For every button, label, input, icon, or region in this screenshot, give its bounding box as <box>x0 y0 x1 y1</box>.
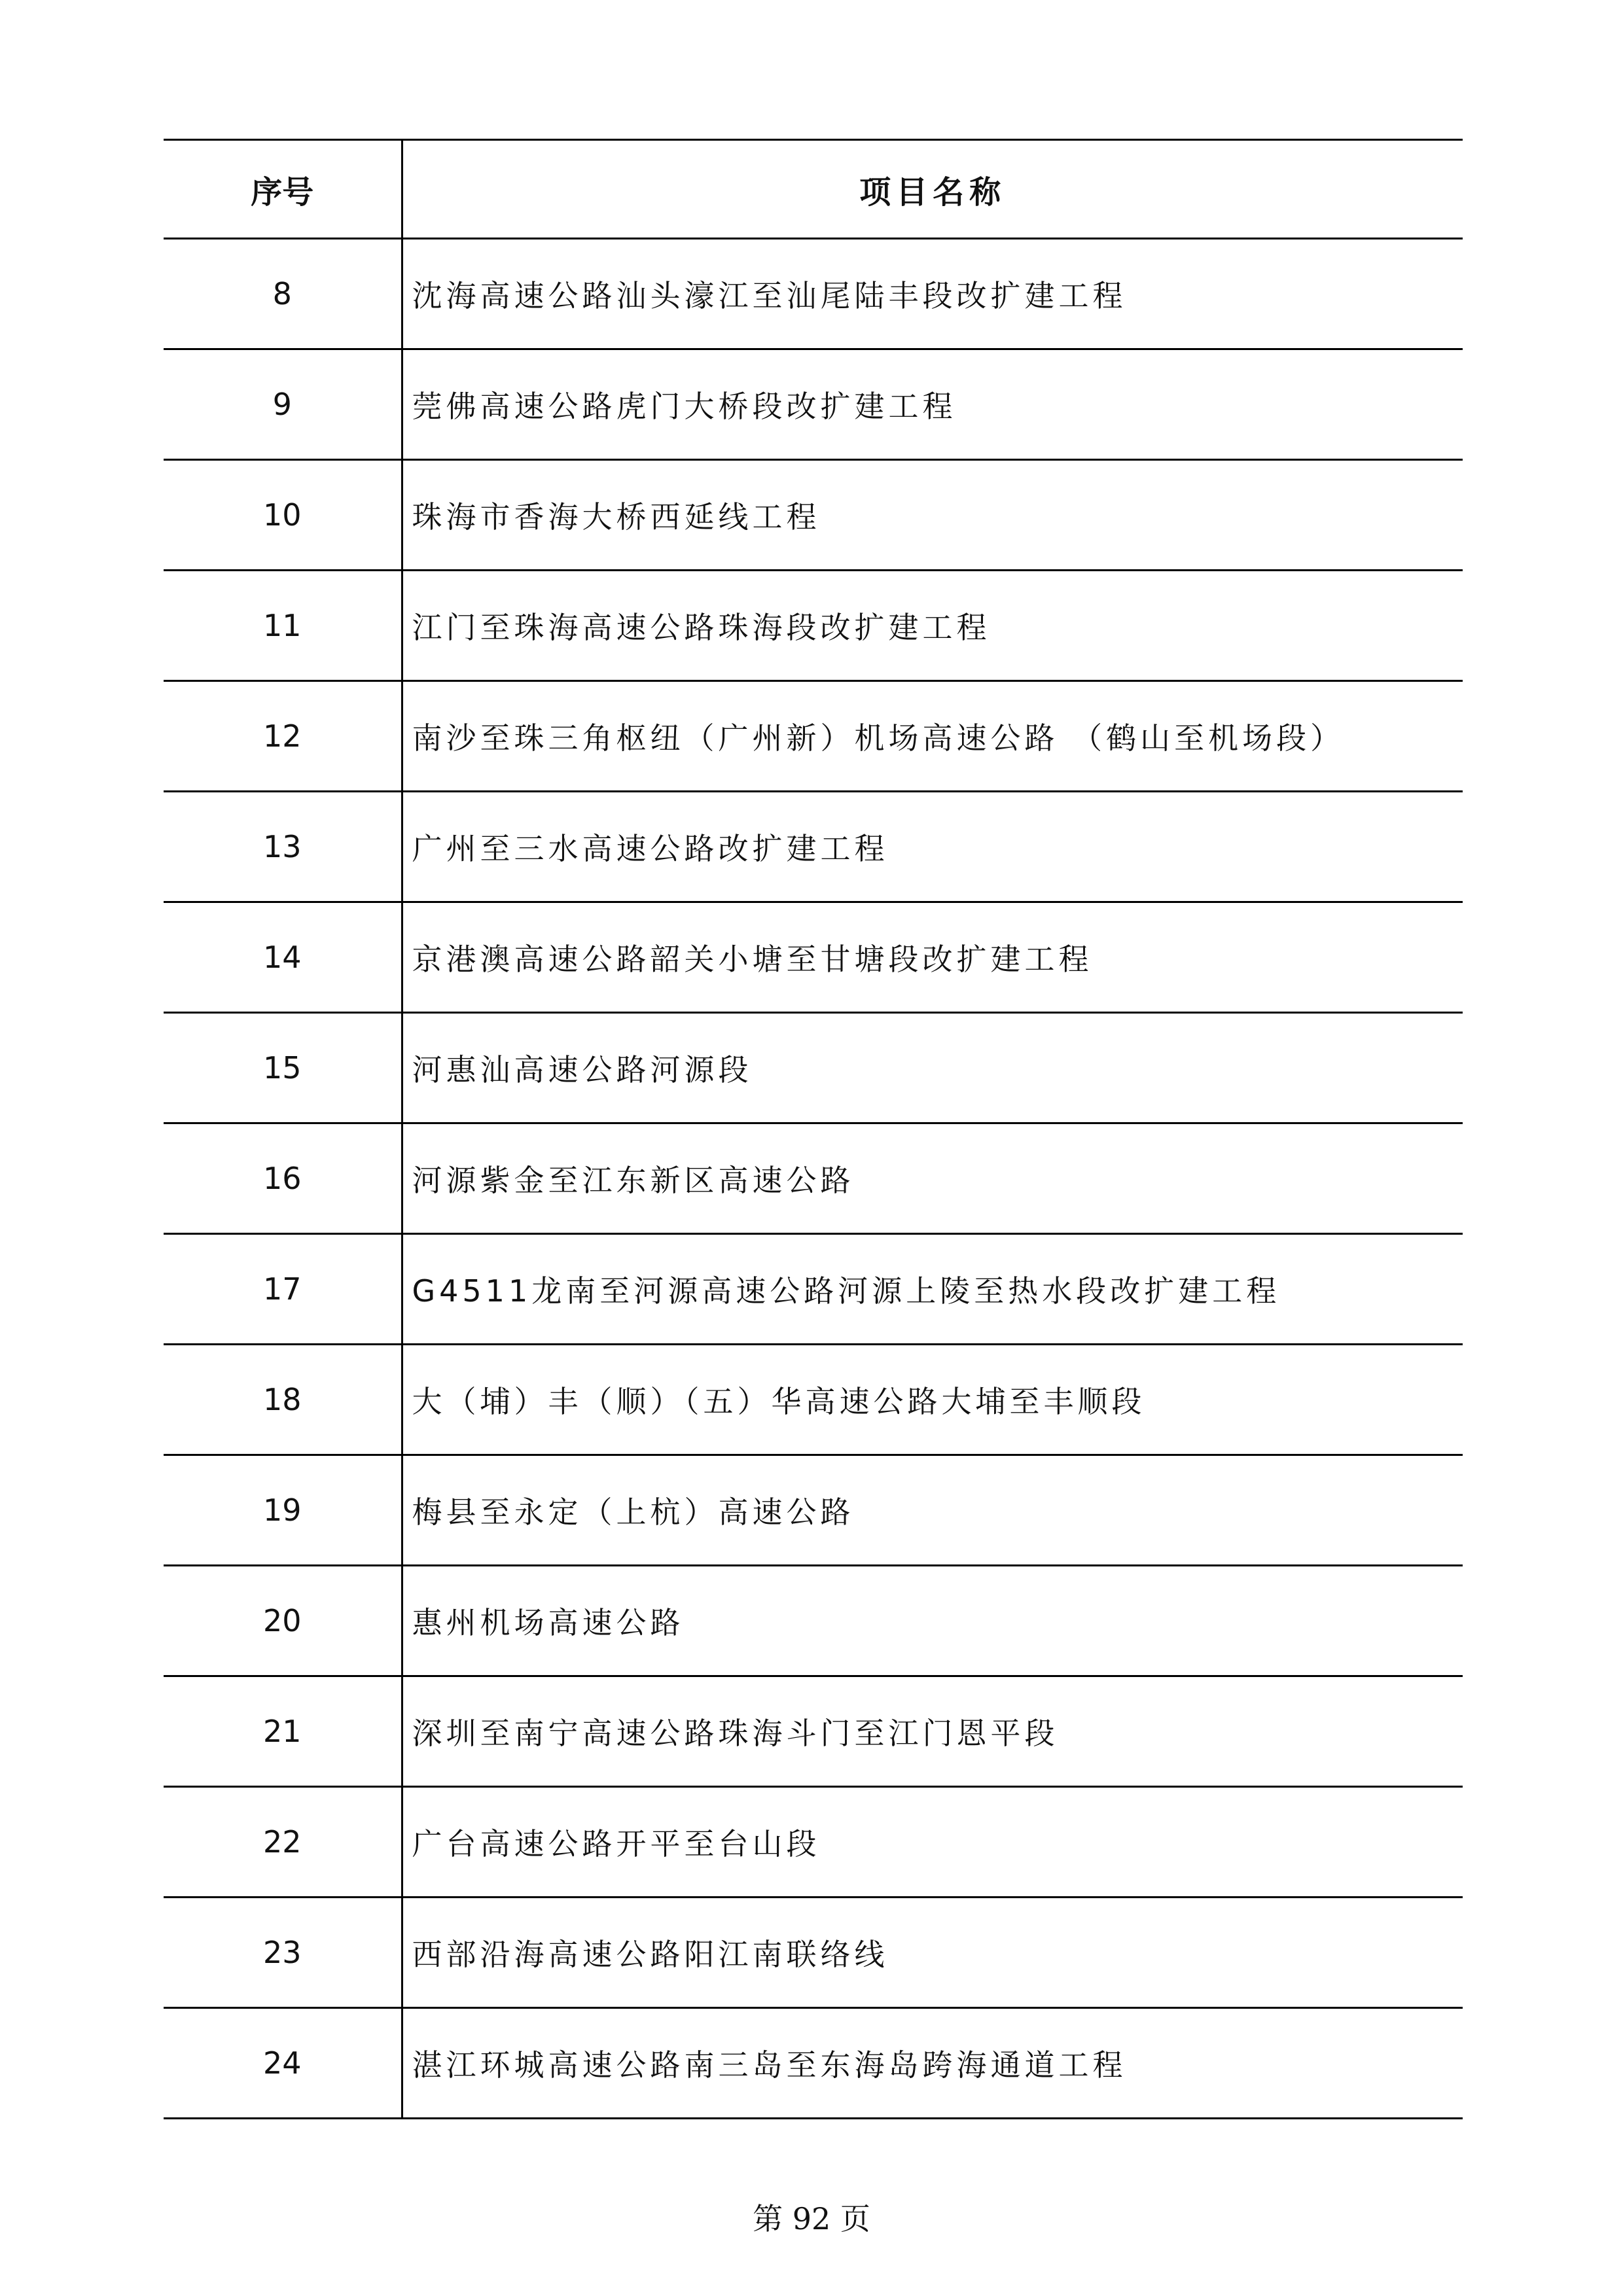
project-table-body <box>164 140 1463 2119</box>
table-row <box>164 1455 1463 1566</box>
table-row <box>164 1013 1463 1123</box>
page-footer <box>0 2195 1623 2238</box>
project-name-cell: 惠州机场高速公路 <box>402 1566 1463 1676</box>
table-row <box>164 1787 1463 1898</box>
table-row <box>164 1566 1463 1676</box>
table-row <box>164 1345 1463 1455</box>
project-name-cell: 梅县至永定（上杭）高速公路 <box>402 1455 1463 1566</box>
project-table <box>164 139 1463 2119</box>
project-name-cell: 南沙至珠三角枢纽（广州新）机场高速公路 （鹤山至机场段） <box>402 681 1463 792</box>
project-name-cell: G4511龙南至河源高速公路河源上陵至热水段改扩建工程 <box>402 1234 1463 1345</box>
table-header-row <box>164 140 1463 239</box>
table-row <box>164 1898 1463 2008</box>
header-serial-number: 序号 <box>164 140 402 239</box>
serial-number-cell: 12 <box>164 681 402 792</box>
project-table-container <box>164 139 1463 2119</box>
serial-number-cell: 19 <box>164 1455 402 1566</box>
table-row <box>164 1234 1463 1345</box>
project-name-cell: 河惠汕高速公路河源段 <box>402 1013 1463 1123</box>
project-name-cell: 珠海市香海大桥西延线工程 <box>402 460 1463 571</box>
serial-number-cell: 13 <box>164 792 402 902</box>
table-row <box>164 1676 1463 1787</box>
project-name-cell: 深圳至南宁高速公路珠海斗门至江门恩平段 <box>402 1676 1463 1787</box>
serial-number-cell: 22 <box>164 1787 402 1898</box>
serial-number-cell: 20 <box>164 1566 402 1676</box>
serial-number-cell: 8 <box>164 239 402 349</box>
project-name-cell: 江门至珠海高速公路珠海段改扩建工程 <box>402 571 1463 681</box>
table-row <box>164 1123 1463 1234</box>
header-project-name: 项目名称 <box>402 140 1463 239</box>
table-row <box>164 349 1463 460</box>
project-name-cell: 莞佛高速公路虎门大桥段改扩建工程 <box>402 349 1463 460</box>
serial-number-cell: 21 <box>164 1676 402 1787</box>
serial-number-cell: 9 <box>164 349 402 460</box>
page-number: 第 92 页 <box>753 2201 870 2236</box>
serial-number-cell: 14 <box>164 902 402 1013</box>
project-name-cell: 沈海高速公路汕头濠江至汕尾陆丰段改扩建工程 <box>402 239 1463 349</box>
table-row <box>164 239 1463 349</box>
project-name-cell: 大（埔）丰（顺）（五）华高速公路大埔至丰顺段 <box>402 1345 1463 1455</box>
project-name-cell: 广州至三水高速公路改扩建工程 <box>402 792 1463 902</box>
table-row <box>164 460 1463 571</box>
serial-number-cell: 15 <box>164 1013 402 1123</box>
table-row <box>164 792 1463 902</box>
table-row <box>164 571 1463 681</box>
serial-number-cell: 16 <box>164 1123 402 1234</box>
project-name-cell: 湛江环城高速公路南三岛至东海岛跨海通道工程 <box>402 2008 1463 2119</box>
project-name-cell: 河源紫金至江东新区高速公路 <box>402 1123 1463 1234</box>
table-row <box>164 902 1463 1013</box>
serial-number-cell: 24 <box>164 2008 402 2119</box>
serial-number-cell: 17 <box>164 1234 402 1345</box>
table-row <box>164 2008 1463 2119</box>
project-name-cell: 广台高速公路开平至台山段 <box>402 1787 1463 1898</box>
table-row <box>164 681 1463 792</box>
serial-number-cell: 23 <box>164 1898 402 2008</box>
serial-number-cell: 10 <box>164 460 402 571</box>
serial-number-cell: 11 <box>164 571 402 681</box>
project-name-cell: 京港澳高速公路韶关小塘至甘塘段改扩建工程 <box>402 902 1463 1013</box>
project-name-cell: 西部沿海高速公路阳江南联络线 <box>402 1898 1463 2008</box>
serial-number-cell: 18 <box>164 1345 402 1455</box>
